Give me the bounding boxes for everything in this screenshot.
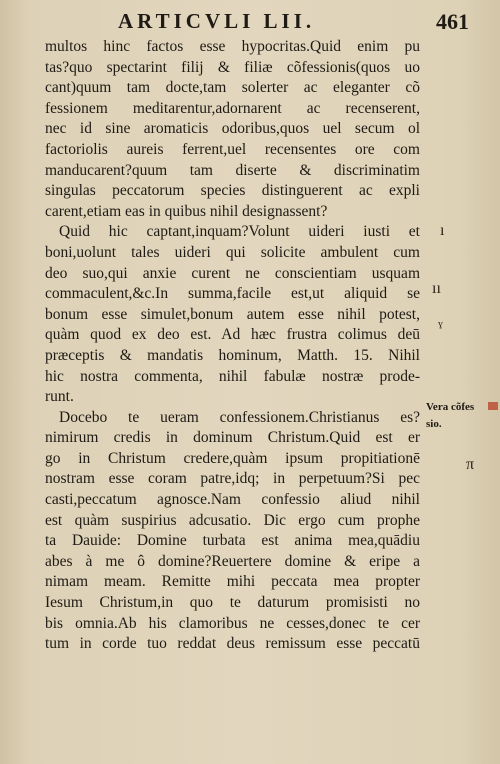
text-line: deo suo,qui anxie curent ne conscientiam usquam (45, 264, 420, 282)
margin-mark: ˠ (438, 318, 443, 335)
text-line: casti,peccatum agnosce.Nam confessio aliud nihil (45, 491, 420, 509)
ink-bleed (488, 402, 498, 410)
text-line: runt. (45, 388, 74, 406)
text-line: nec id sine aromaticis odoribus,quos uel secum ol (45, 120, 420, 138)
paragraph-start-line: Quid hic captant,inquam?Volunt uideri iusti et (59, 223, 420, 241)
paragraph-start-line: Docebo te ueram confessionem.Christianus es? (59, 408, 420, 426)
text-line: go in Christum credere,quàm ipsum propitiationē (45, 449, 420, 467)
text-line: Iesum Christum,in quo te daturum promisisti no (45, 594, 420, 612)
margin-note: sio. (426, 418, 442, 430)
text-line: hic nostra commenta, nihil fabulæ nostræ prode- (45, 367, 420, 385)
margin-note: Vera cõfes (426, 401, 475, 413)
text-line: bonum esse simulet,bonum autem esse nihil potest, (45, 305, 420, 323)
text-line: nostram esse coram patre,idq; in perpetuum?Si pec (45, 470, 420, 488)
margin-mark: π (466, 456, 475, 473)
body-text (45, 37, 420, 655)
text-line: factoriolis aureis ferrent,uel recensentes ore com (45, 140, 420, 158)
running-title: ARTICVLI LII. (118, 9, 316, 33)
text-line: nimirum credis in dominum Christum.Quid est er (45, 429, 420, 447)
text-line: præceptis & mandatis hominum, Matth. 15. Nihil (45, 346, 420, 364)
text-line: nimam meam. Remitte mihi peccata mea propter (45, 573, 420, 591)
text-line: quàm quod ex deo est. Ad hæc frustra colimus deū (45, 326, 420, 344)
text-line: bis omnia.Ab his clamoribus ne cesses,donec te cer (45, 614, 420, 632)
text-line: commaculent,&c.In summa,facile est,ut aliquid se (45, 285, 420, 303)
text-line: carent,etiam eas in quibus nihil designassent? (45, 202, 328, 220)
margin-mark: ıı (432, 280, 441, 297)
text-line: multos hinc factos esse hypocritas.Quid enim pu (45, 38, 420, 55)
text-line: ta Dauide: Domine turbata est anima mea,quādiu (45, 532, 420, 550)
text-line: tas?quo spectarint filij & filiæ cõfessionis(quos uo (45, 58, 420, 76)
text-line: fessionem meditarentur,adornarent ac recenserent, (45, 99, 420, 117)
text-line: manducarent?quum tam diserte & discriminatim (45, 161, 420, 179)
margin-mark: ı (440, 222, 445, 239)
text-line: boni,uolunt tales uideri qui solicite ambulent cum (45, 243, 420, 261)
page-number: 461 (436, 9, 469, 34)
text-line: cant)quum tam docte,tam solerter ac eleganter cõ (45, 79, 420, 97)
text-line: est quàm suspirius adcusatio. Dic ergo cum prophe (45, 511, 420, 529)
text-line: singulas peccatorum species distinguerent ac expli (45, 182, 420, 200)
text-line: abes à me ô domine?Reuertere domine & eripe a (45, 552, 420, 570)
text-line: tum in corde tuo reddat deus remissum esse peccatū (45, 635, 420, 653)
page-header (118, 9, 478, 39)
